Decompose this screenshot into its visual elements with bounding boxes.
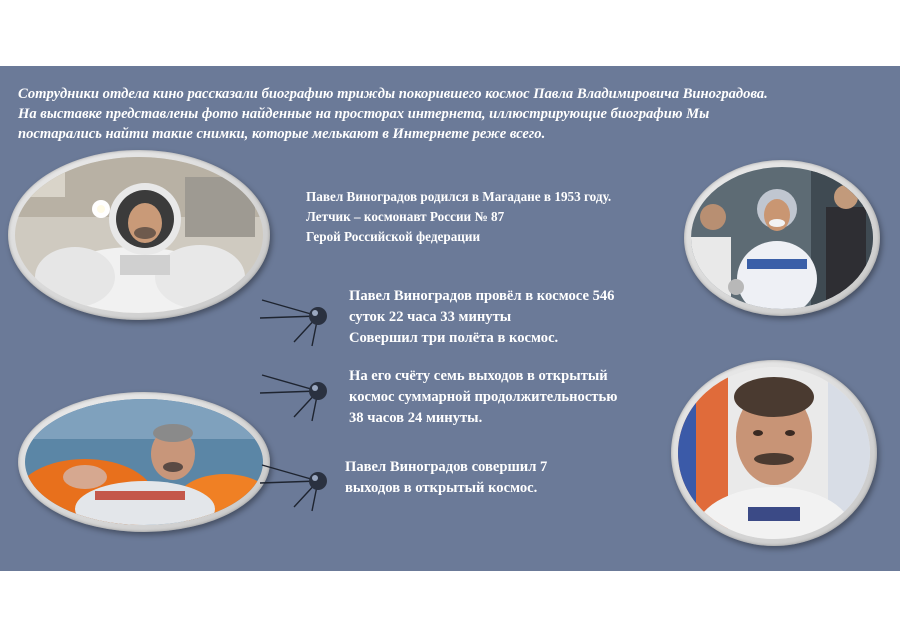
sputnik-satellite-icon	[258, 363, 338, 423]
fact-birth	[306, 187, 611, 247]
photo-frame-raft	[18, 392, 270, 532]
photo-frame-landing	[684, 160, 880, 316]
fact-line: Павел Виноградов совершил 7	[345, 459, 548, 475]
photo-landing	[691, 167, 873, 309]
photo-frame-spacesuit	[8, 150, 270, 320]
fact-spacewalk-count	[345, 457, 547, 499]
fact-line: Герой Российской федерации	[306, 229, 481, 244]
photo-portrait-image	[678, 367, 870, 539]
fact-line: выходов в открытый космос.	[345, 480, 538, 496]
intro-line: постарались найти такие снимки, которые мелькают в Интернете реже всего.	[18, 126, 546, 142]
photo-spacesuit-image	[15, 157, 263, 313]
sputnik-satellite-icon	[258, 288, 338, 348]
fact-line: Совершил три полёта в космос.	[349, 330, 559, 346]
fact-line: 38 часов 24 минуты.	[349, 410, 483, 426]
sputnik-satellite-icon	[258, 453, 338, 513]
photo-portrait	[678, 367, 870, 539]
fact-line: Павел Виноградов провёл в космосе 546	[349, 288, 615, 304]
fact-time-in-space	[349, 286, 614, 349]
fact-line: суток 22 часа 33 минуты	[349, 309, 512, 325]
intro-text	[18, 84, 888, 144]
fact-line: На его счёту семь выходов в открытый	[349, 368, 608, 384]
photo-raft	[25, 399, 263, 525]
intro-line: На выставке представлены фото найденные на просторах интернета, иллюстрирующие биографию Мы	[18, 106, 710, 122]
photo-frame-portrait	[671, 360, 877, 546]
exhibition-slide	[0, 66, 900, 571]
fact-line: Летчик – космонавт России № 87	[306, 209, 505, 224]
photo-landing-image	[691, 167, 873, 309]
fact-line: Павел Виноградов родился в Магадане в 1953 году.	[306, 189, 612, 204]
fact-spacewalk-duration	[349, 366, 617, 429]
photo-raft-image	[25, 399, 263, 525]
fact-line: космос суммарной продолжительностью	[349, 389, 618, 405]
photo-spacesuit	[15, 157, 263, 313]
intro-line: Сотрудники отдела кино рассказали биографию трижды покорившего космос Павла Владимировича Виноградова.	[18, 86, 768, 102]
